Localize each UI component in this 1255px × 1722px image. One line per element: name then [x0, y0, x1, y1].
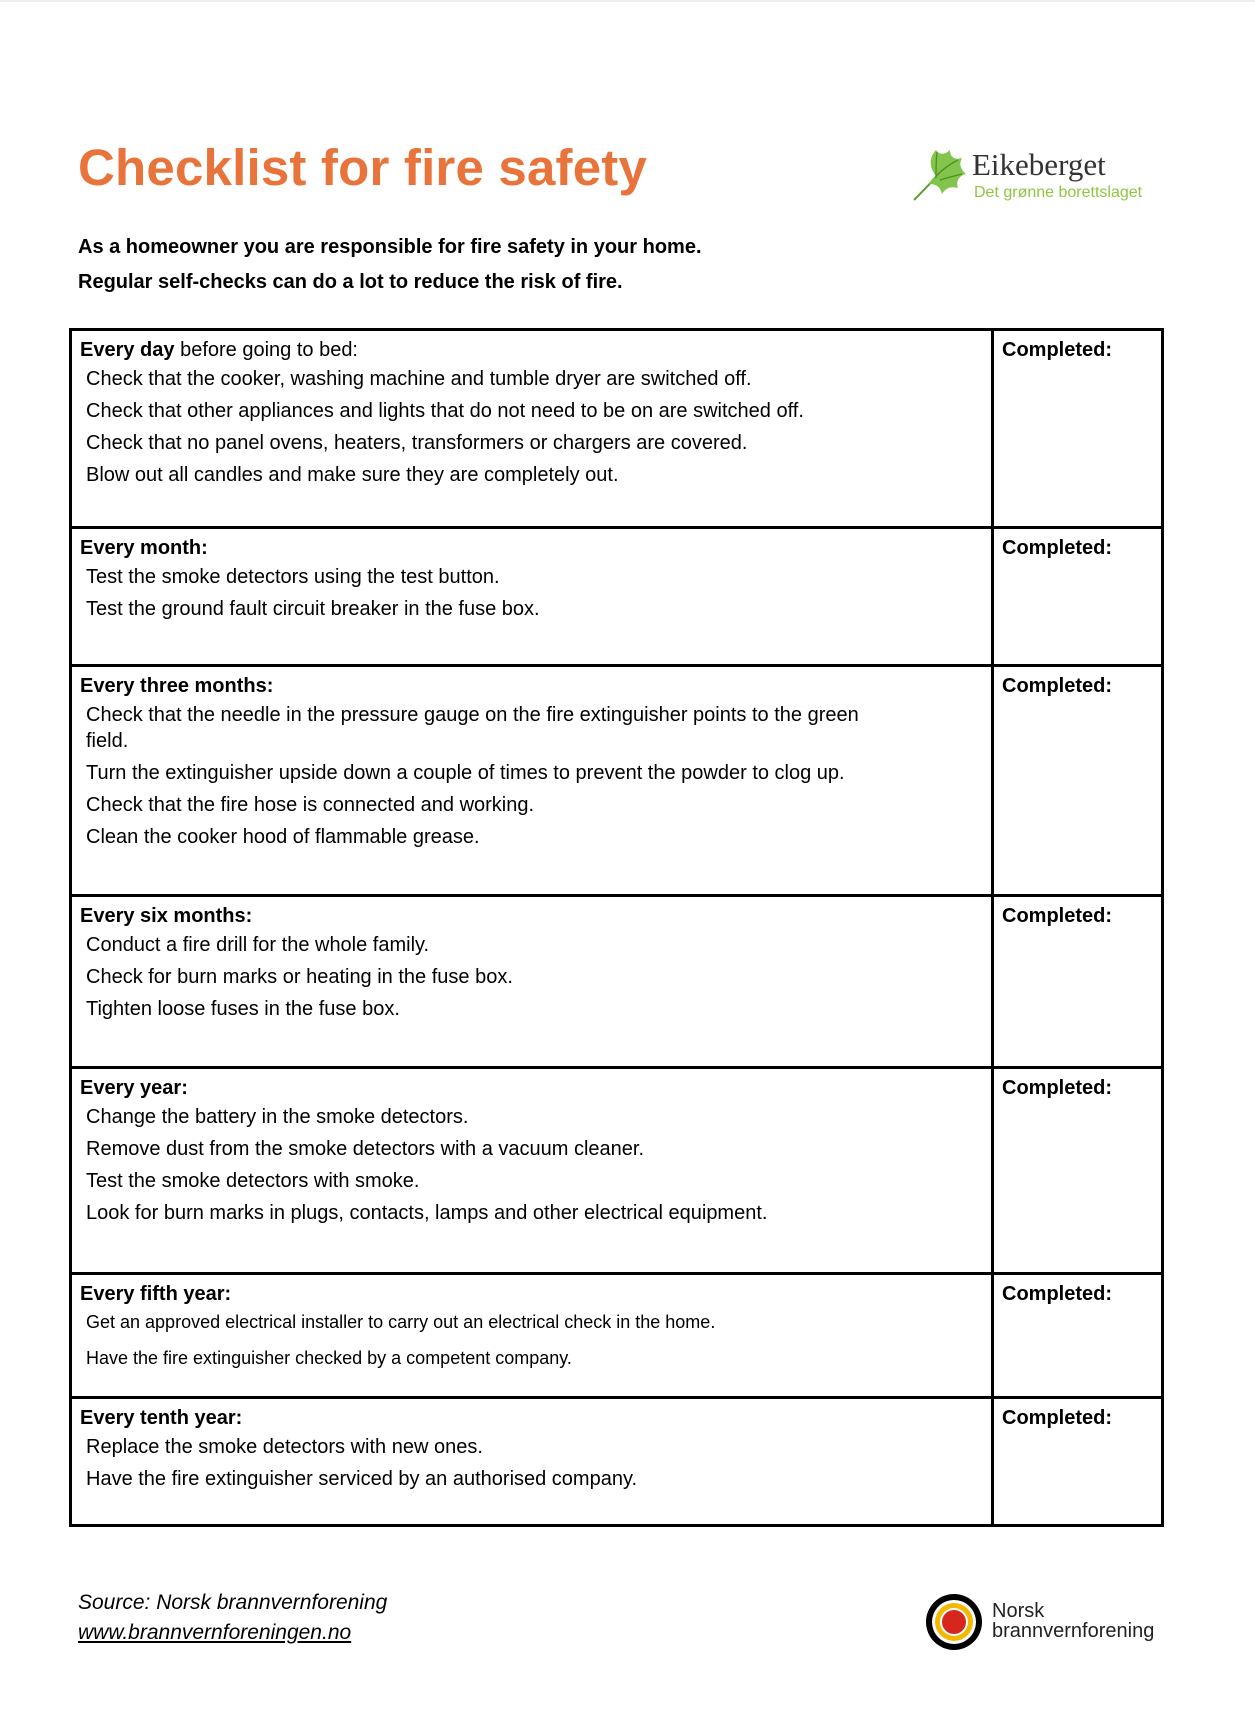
oak-leaf-icon	[906, 146, 968, 204]
task-list	[80, 1310, 983, 1370]
task-item: Have the fire extinguisher checked by a competent company.	[86, 1348, 572, 1368]
norsk-brannvernforening-logo	[924, 1592, 1164, 1656]
completed-cell[interactable]	[993, 666, 1163, 896]
task-item: Test the smoke detectors with smoke.	[86, 1170, 420, 1192]
source-note	[78, 1588, 387, 1648]
intro-line-2: Regular self-checks can do a lot to reduce the risk of fire.	[78, 271, 623, 293]
task-item: Have the fire extinguisher serviced by an authorised company.	[86, 1468, 638, 1490]
completed-label: Completed:	[1002, 339, 1112, 361]
completed-label: Completed:	[1002, 537, 1112, 559]
section-title	[80, 337, 983, 363]
top-rule	[0, 0, 1255, 2]
task-item: Replace the smoke detectors with new ones.	[86, 1436, 483, 1458]
task-item: Remove dust from the smoke detectors with a vacuum cleaner.	[86, 1138, 645, 1160]
task-item: Tighten loose fuses in the fuse box.	[86, 998, 400, 1020]
task-item: Check that other appliances and lights that do not need to be on are switched off.	[86, 400, 804, 422]
task-item: Clean the cooker hood of flammable grease.	[86, 826, 480, 848]
task-cell	[71, 1274, 993, 1398]
checklist-row-every-three-months	[71, 666, 1163, 896]
task-cell	[71, 330, 993, 528]
section-title	[80, 903, 983, 929]
logo-tagline: Det grønne borettslaget	[974, 184, 1143, 201]
task-item: Look for burn marks in plugs, contacts, lamps and other electrical equipment.	[86, 1202, 768, 1224]
intro-line-1: As a homeowner you are responsible for fire safety in your home.	[78, 236, 702, 258]
completed-label: Completed:	[1002, 1077, 1112, 1099]
section-title-bold: Every tenth year:	[80, 1407, 243, 1429]
intro	[78, 230, 702, 300]
fire-ring-icon	[924, 1592, 984, 1652]
task-cell	[71, 666, 993, 896]
task-item: Check that no panel ovens, heaters, transformers or chargers are covered.	[86, 432, 748, 454]
logo-name: Eikeberget	[972, 147, 1106, 182]
task-item: Change the battery in the smoke detectors.	[86, 1106, 469, 1128]
task-item: Turn the extinguisher upside down a couple of times to prevent the powder to clog up.	[86, 762, 845, 784]
section-title	[80, 1281, 983, 1307]
org-name-line-1: Norsk	[992, 1600, 1045, 1622]
completed-cell[interactable]	[993, 528, 1163, 666]
completed-cell[interactable]	[993, 896, 1163, 1068]
checklist-row-every-day	[71, 330, 1163, 528]
completed-cell[interactable]	[993, 330, 1163, 528]
section-title-bold: Every fifth year:	[80, 1283, 232, 1305]
completed-label: Completed:	[1002, 675, 1112, 697]
task-item: Check that the cooker, washing machine and tumble dryer are switched off.	[86, 368, 752, 390]
task-item: Check for burn marks or heating in the fuse box.	[86, 966, 513, 988]
checklist-row-every-year	[71, 1068, 1163, 1274]
eikeberget-logo	[906, 146, 1166, 206]
checklist-table	[69, 328, 1164, 1527]
section-title-bold: Every six months:	[80, 905, 253, 927]
checklist-row-every-tenth-year	[71, 1398, 1163, 1526]
task-list	[80, 564, 983, 622]
source-text: Source: Norsk brannvernforening	[78, 1591, 388, 1614]
task-cell	[71, 1398, 993, 1526]
completed-cell[interactable]	[993, 1274, 1163, 1398]
checklist-row-every-fifth-year	[71, 1274, 1163, 1398]
section-title-bold: Every three months:	[80, 675, 274, 697]
completed-cell[interactable]	[993, 1398, 1163, 1526]
task-list	[80, 1434, 983, 1492]
checklist-row-every-six-months	[71, 896, 1163, 1068]
task-item: Check that the needle in the pressure gauge on the fire extinguisher points to the green field.	[86, 704, 859, 752]
task-cell	[71, 528, 993, 666]
checklist-row-every-month	[71, 528, 1163, 666]
completed-label: Completed:	[1002, 905, 1112, 927]
completed-cell[interactable]	[993, 1068, 1163, 1274]
section-title	[80, 535, 983, 561]
completed-label: Completed:	[1002, 1407, 1112, 1429]
task-list	[80, 366, 983, 488]
org-name-line-2: brannvernforening	[992, 1620, 1155, 1642]
page-title: Checklist for fire safety	[78, 139, 648, 196]
section-title-bold: Every day	[80, 339, 175, 361]
task-item: Blow out all candles and make sure they are completely out.	[86, 464, 619, 486]
task-cell	[71, 1068, 993, 1274]
section-title	[80, 1405, 983, 1431]
task-list	[80, 702, 983, 850]
task-list	[80, 932, 983, 1022]
section-title	[80, 1075, 983, 1101]
task-item: Check that the fire hose is connected and working.	[86, 794, 535, 816]
section-title	[80, 673, 983, 699]
task-list	[80, 1104, 983, 1226]
task-item: Test the smoke detectors using the test button.	[86, 566, 500, 588]
section-title-bold: Every year:	[80, 1077, 188, 1099]
task-item: Test the ground fault circuit breaker in the fuse box.	[86, 598, 540, 620]
section-title-bold: Every month:	[80, 537, 208, 559]
task-item: Get an approved electrical installer to carry out an electrical check in the home.	[86, 1312, 716, 1332]
section-title-rest: before going to bed:	[174, 339, 358, 361]
task-item: Conduct a fire drill for the whole family.	[86, 934, 430, 956]
source-link[interactable]: www.brannvernforeningen.no	[78, 1621, 352, 1644]
task-cell	[71, 896, 993, 1068]
completed-label: Completed:	[1002, 1283, 1112, 1305]
